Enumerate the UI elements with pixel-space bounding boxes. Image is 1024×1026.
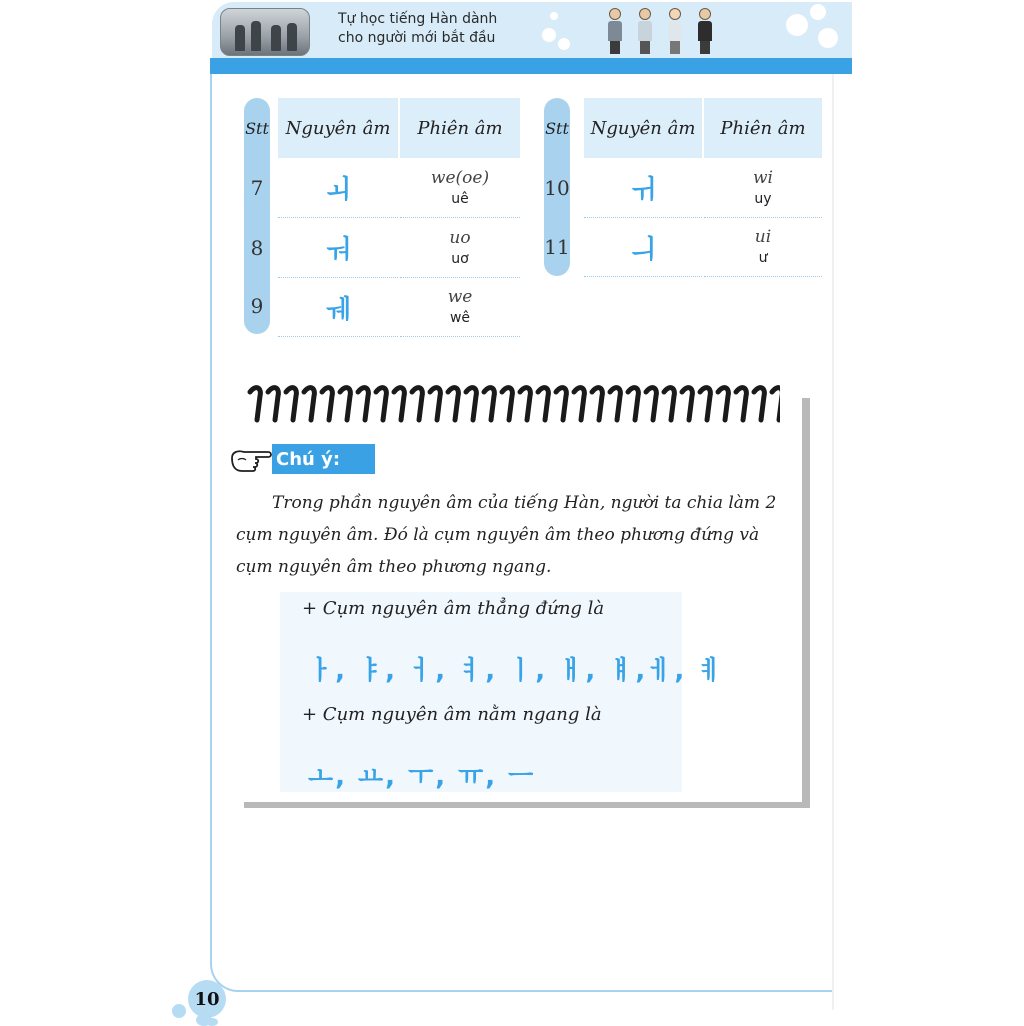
spiral-coil [592,388,602,420]
vietnamese-text: uơ [451,250,469,267]
spiral-coil [484,388,494,420]
spiral-coil [376,388,386,420]
horizontal-vowels: ㅗ, ㅛ, ㅜ, ㅠ, ㅡ [308,762,536,792]
romanization-cell [704,218,822,277]
book-title-line2: cho người mới bắt đầu [338,30,496,46]
spiral-coil [466,388,476,420]
pointing-hand-icon [228,444,276,476]
spiral-coil [538,388,548,420]
row-number: 7 [250,176,264,200]
decor-bubble [810,4,826,20]
spiral-coil [664,388,674,420]
spiral-coil [268,388,278,420]
page-number: 10 [188,980,226,1018]
row-number: 9 [250,294,264,318]
spiral-coil [286,388,296,420]
note-paragraph [236,487,802,583]
decor-bubble [786,14,808,36]
vowel-header: Nguyên âm [584,98,702,158]
spiral-coil [394,388,404,420]
romanization-header: Phiên âm [704,98,822,158]
spiral-coil [556,388,566,420]
spiral-coil [646,388,656,420]
spiral-binding-icon [244,382,780,426]
person-figure-icon [608,8,622,54]
spiral-coil [754,388,764,420]
spiral-coil [304,388,314,420]
vertical-group-label: + Cụm nguyên âm thẳng đứng là [302,598,605,619]
spiral-coil [430,388,440,420]
row-number: 10 [544,176,570,200]
spiral-coil [772,388,780,420]
vietnamese-text: uy [754,190,772,207]
vowel-cell: ㅟ [584,158,702,218]
romanization-cell [400,278,520,337]
book-title [338,10,497,48]
horizontal-group-label: + Cụm nguyên âm nằm ngang là [302,704,602,725]
romanization-text: we [447,287,473,307]
header-stripe [210,58,852,74]
spiral-coil [448,388,458,420]
romanization-cell [400,218,520,278]
romanization-cell [400,158,520,218]
spiral-coil [250,388,260,420]
spiral-coil [358,388,368,420]
person-figure-icon [638,8,652,54]
row-number: 8 [250,236,264,260]
spiral-coil [502,388,512,420]
spiral-coil [700,388,710,420]
romanization-header: Phiên âm [400,98,520,158]
vowel-header: Nguyên âm [278,98,398,158]
stt-header: Stt [545,118,569,138]
spiral-coil [574,388,584,420]
person-figure-icon [668,8,682,54]
romanization-text: wi [753,167,773,188]
person-figure-icon [698,8,712,54]
romanization-text: uo [449,227,471,248]
note-line: Trong phần nguyên âm của tiếng Hàn, người ta chia làm 2 [272,493,777,513]
spiral-coil [610,388,620,420]
note-line: cụm nguyên âm theo phương ngang. [236,557,552,577]
vowel-cell: ㅚ [278,158,398,218]
spiral-coil [736,388,746,420]
spiral-coil [520,388,530,420]
book-title-line1: Tự học tiếng Hàn dành [338,11,498,27]
decor-dot [172,1004,186,1018]
row-number: 11 [544,235,570,259]
page-edge-line [832,10,834,1010]
header-photo-image [220,8,310,56]
romanization-text: we(oe) [430,167,490,188]
romanization-cell [704,158,822,218]
vietnamese-text: uê [451,190,469,207]
spiral-coil [718,388,728,420]
spiral-coil [682,388,692,420]
romanization-text: ui [754,227,772,247]
spiral-coil [322,388,332,420]
decor-bubble [818,28,838,48]
note-label: Chú ý: [272,444,375,474]
note-line: cụm nguyên âm. Đó là cụm nguyên âm theo phương đứng và [236,525,760,545]
vertical-vowels: ㅏ, ㅑ, ㅓ, ㅕ, ㅣ, ㅐ, ㅒ,ㅔ, ㅖ [308,656,725,686]
spiral-coil [340,388,350,420]
vowel-cell: ㅞ [278,278,398,337]
vowel-cell: ㅝ [278,218,398,278]
spiral-coil [628,388,638,420]
stt-header: Stt [245,118,269,138]
decor-dot [206,1018,218,1026]
vowel-cell: ㅢ [584,218,702,277]
decor-bubble [550,12,558,20]
decor-bubble [542,28,556,42]
page-header [212,2,852,58]
spiral-coil [412,388,422,420]
vietnamese-text: ư [758,250,768,266]
decor-bubble [558,38,570,50]
vietnamese-text: wê [449,310,471,326]
